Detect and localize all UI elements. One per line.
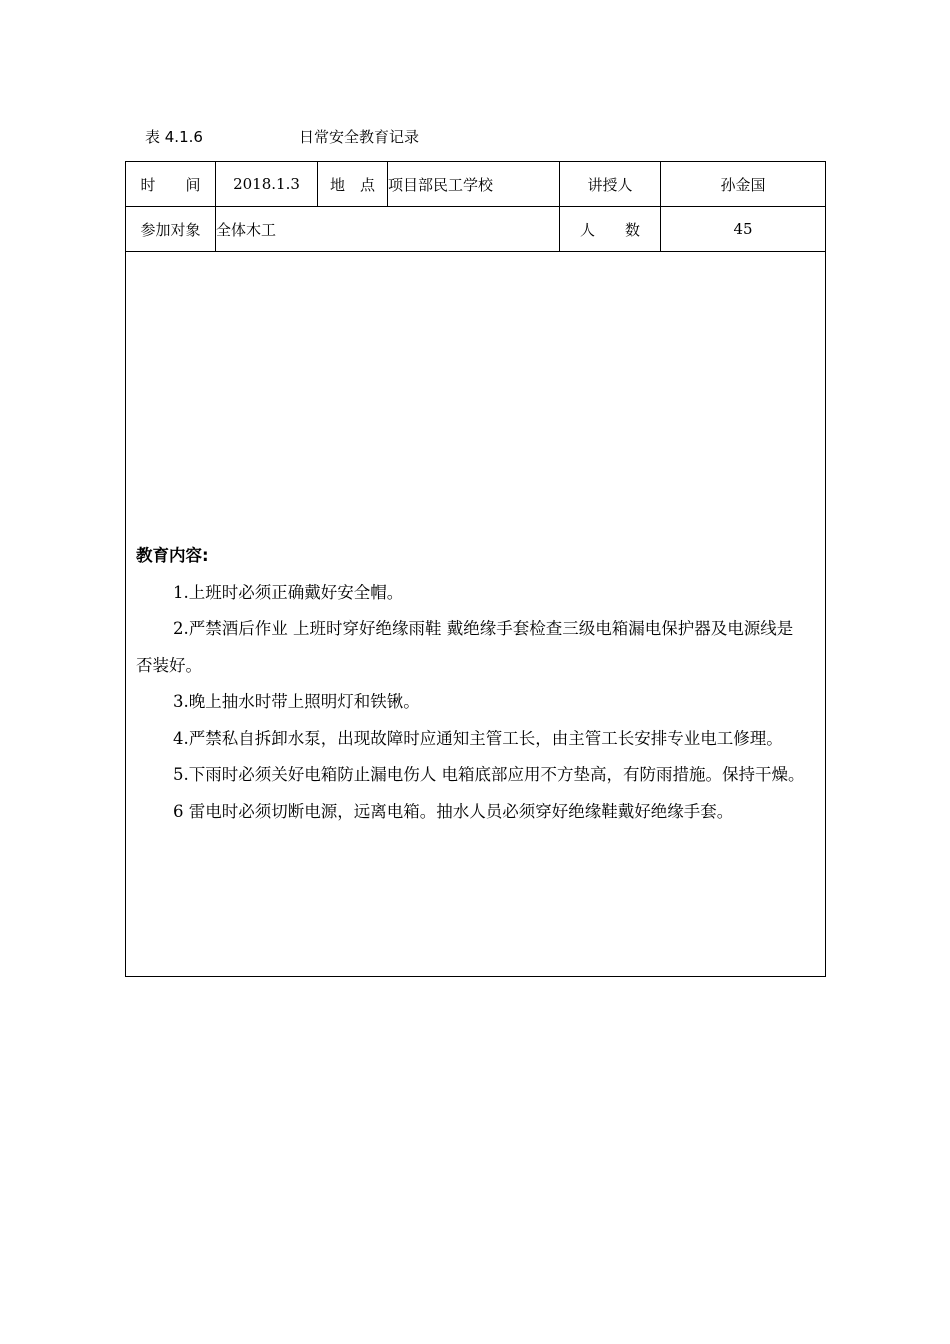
education-record-table [125, 161, 826, 977]
place-value: 项目部民工学校 [388, 162, 560, 207]
header-row-participants [126, 207, 826, 252]
content-item-6: 6 雷电时必须切断电源，远离电箱。抽水人员必须穿好绝缘鞋戴好绝缘手套。 [173, 801, 734, 821]
place-label: 地 点 [318, 162, 388, 207]
participants-value: 全体木工 [216, 207, 560, 252]
count-label: 人 数 [560, 207, 661, 252]
document-title: 日常安全教育记录 [299, 128, 420, 146]
content-item-3: 3.晚上抽水时带上照明灯和铁锹。 [173, 692, 420, 711]
content-item-2: 2.严禁酒后作业 上班时穿好绝缘雨鞋 戴绝缘手套检查三级电箱漏电保护器及电源线是否装好。 [136, 619, 794, 675]
content-item-1: 1.上班时必须正确戴好安全帽。 [173, 582, 404, 602]
content-body [126, 398, 825, 830]
lecturer-label: 讲授人 [560, 162, 661, 207]
lecturer-value: 孙金国 [661, 162, 826, 207]
time-value: 2018.1.3 [216, 162, 318, 207]
content-row [126, 252, 826, 977]
content-cell [126, 252, 826, 977]
content-heading: 教育内容: [136, 546, 209, 565]
count-value: 45 [661, 207, 826, 252]
participants-label: 参加对象 [126, 207, 216, 252]
time-label: 时 间 [126, 162, 216, 207]
table-number: 表 4.1.6 [145, 128, 203, 146]
table-caption [145, 127, 419, 147]
header-row-time [126, 162, 826, 207]
content-item-5: 5.下雨时必须关好电箱防止漏电伤人 电箱底部应用不方垫高，有防雨措施。保持干燥。 [173, 765, 805, 784]
content-item-4: 4.严禁私自拆卸水泵，出现故障时应通知主管工长，由主管工长安排专业电工修理。 [173, 728, 783, 748]
